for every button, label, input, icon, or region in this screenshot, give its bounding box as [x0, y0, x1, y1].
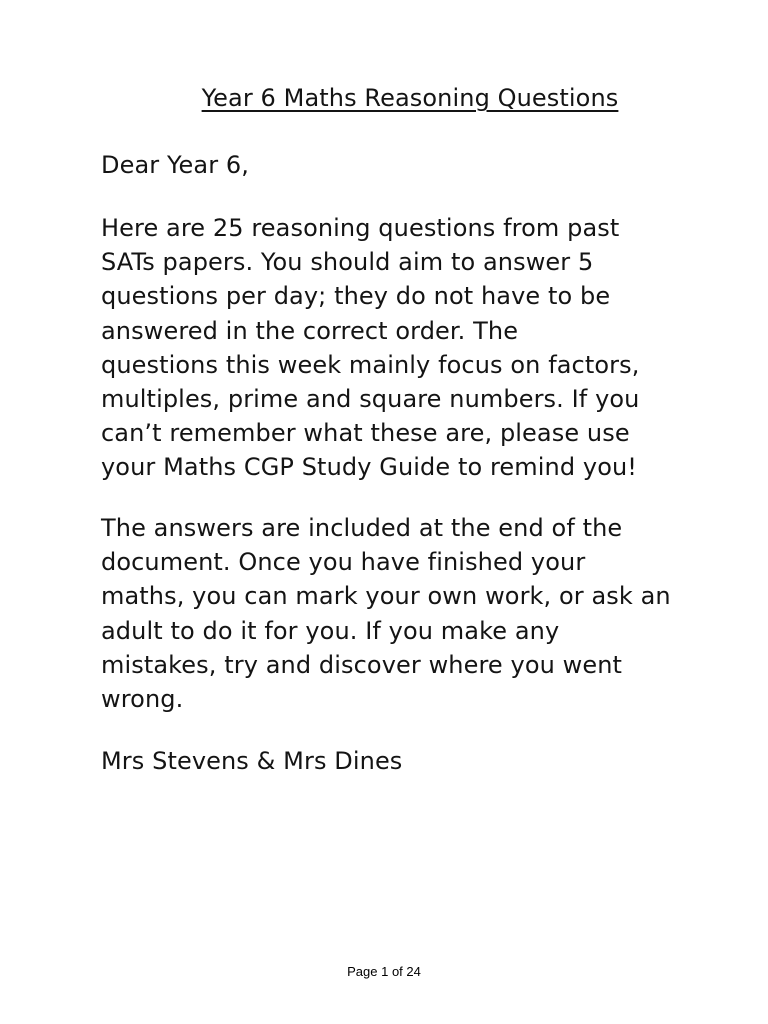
paragraph-line: your Maths CGP Study Guide to remind you!	[101, 453, 638, 482]
paragraph-line: questions per day; they do not have to be	[101, 282, 611, 311]
answers-paragraph	[101, 511, 741, 716]
paragraph-line: Here are 25 reasoning questions from past	[101, 214, 620, 242]
paragraph-line: multiples, prime and square numbers. If you	[101, 385, 640, 414]
paragraph-line: maths, you can mark your own work, or ask an	[101, 582, 671, 611]
paragraph-line: The answers are included at the end of the	[101, 514, 623, 542]
paragraph-line: can’t remember what these are, please use	[101, 419, 630, 448]
paragraph-line: wrong.	[101, 685, 184, 714]
paragraph-line: adult to do it for you. If you make any	[101, 616, 560, 645]
greeting: Dear Year 6,	[101, 151, 249, 179]
intro-paragraph	[101, 211, 741, 485]
paragraph-line: mistakes, try and discover where you went	[101, 650, 623, 679]
paragraph-line: SATs papers. You should aim to answer 5	[101, 248, 594, 277]
document-title: Year 6 Maths Reasoning Questions	[201, 84, 619, 112]
paragraph-line: answered in the correct order. The	[101, 316, 519, 345]
paragraph-line: questions this week mainly focus on factors,	[101, 350, 640, 379]
signature: Mrs Stevens & Mrs Dines	[101, 747, 403, 775]
paragraph-line: document. Once you have finished your	[101, 548, 586, 577]
page-number: Page 1 of 24	[347, 964, 421, 979]
